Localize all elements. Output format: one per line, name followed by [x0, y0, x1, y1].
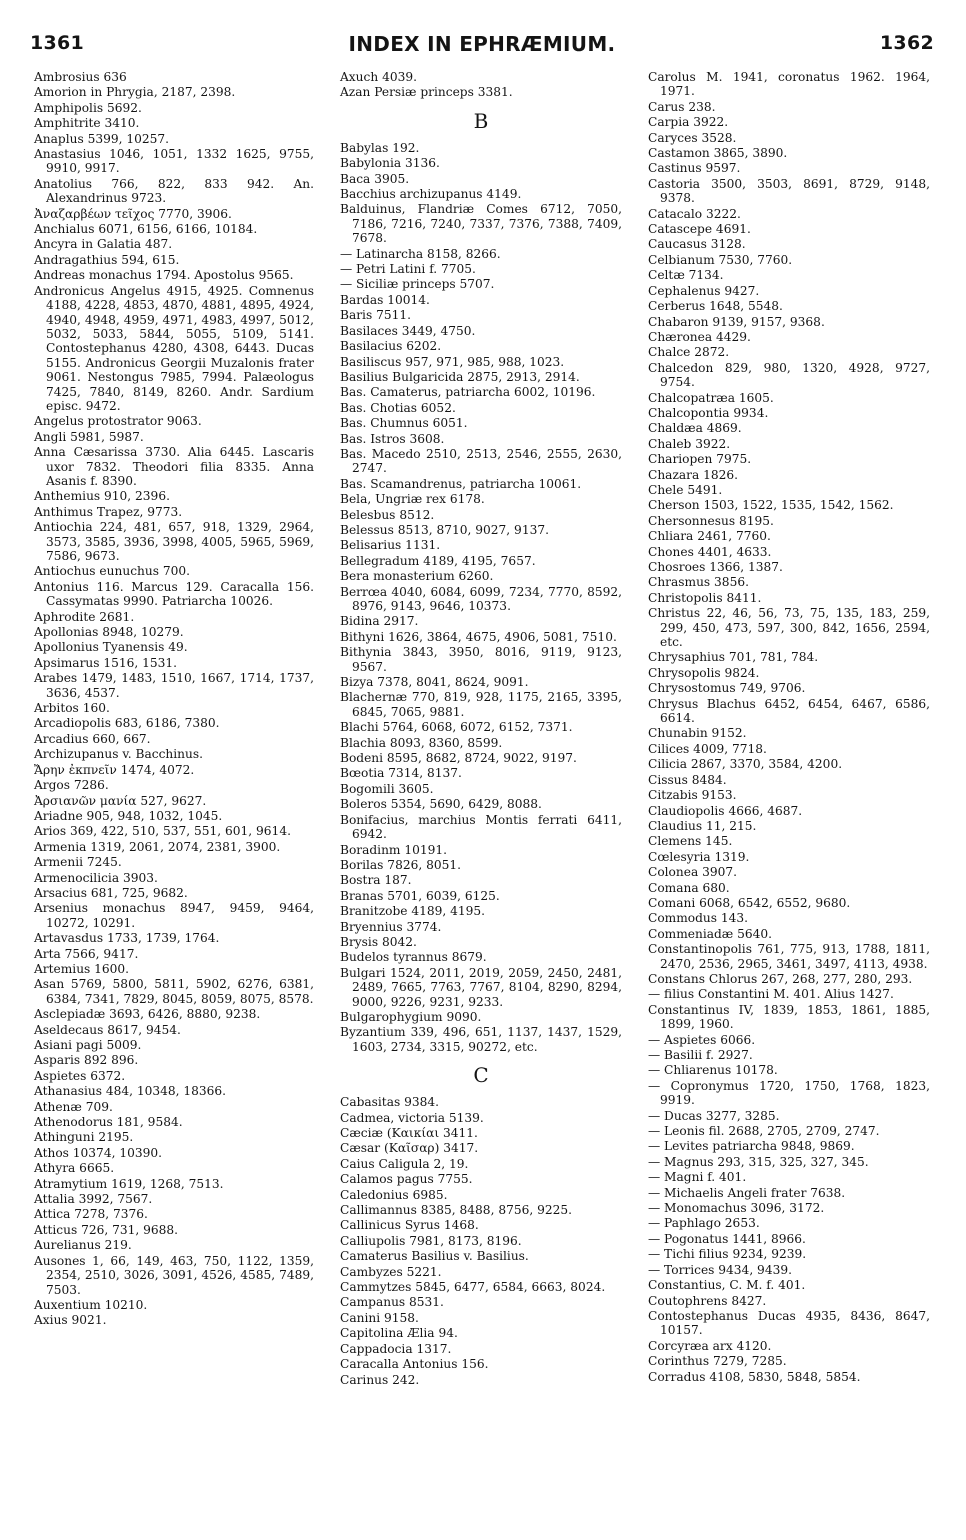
- index-entry: Corradus 4108, 5830, 5848, 5854.: [648, 1369, 861, 1384]
- index-entry: Babylonia 3136.: [340, 156, 440, 171]
- index-entry: Basilaces 3449, 4750.: [340, 323, 476, 338]
- index-entry: Caius Caligula 2, 19.: [340, 1156, 469, 1171]
- index-entry: — Pogonatus 1441, 8966.: [648, 1231, 806, 1246]
- index-entry: — Siciliæ princeps 5707.: [340, 277, 495, 292]
- index-entry: Chele 5491.: [648, 482, 723, 497]
- entries-col1: [34, 70, 314, 1328]
- index-entry: Cilices 4009, 7718.: [648, 741, 767, 756]
- index-entry: Attalia 3992, 7567.: [34, 1192, 153, 1207]
- index-column-3: [648, 70, 930, 1385]
- entries-col2c: [340, 1095, 622, 1387]
- index-entry: — Basilii f. 2927.: [648, 1048, 753, 1062]
- index-entry: — Magni f. 401.: [648, 1170, 747, 1185]
- index-entry: Catascepe 4691.: [648, 222, 751, 237]
- index-entry: Campanus 8531.: [340, 1295, 444, 1310]
- index-entry: Angli 5981, 5987.: [34, 429, 144, 444]
- index-entry: Anchialus 6071, 6156, 6166, 10184.: [34, 222, 258, 237]
- index-entry: Blachia 8093, 8360, 8599.: [340, 735, 503, 750]
- index-entry: Axius 9021.: [34, 1313, 107, 1328]
- page-title: INDEX IN EPHRÆMIUM.: [348, 32, 616, 56]
- index-entry: Bryennius 3774.: [340, 919, 442, 934]
- index-entry: Bithyni 1626, 3864, 4675, 4906, 5081, 7510.: [340, 629, 617, 644]
- index-entry: Chalce 2872.: [648, 345, 730, 360]
- index-entry: Celbianum 7530, 7760.: [648, 252, 793, 267]
- index-entry: Chalcopatræa 1605.: [648, 390, 774, 405]
- index-entry: Castoria 3500, 3503, 8691, 8729, 9148, 9378.: [648, 176, 930, 206]
- index-entry: Cæsar (Καῖσαρ) 3417.: [340, 1141, 479, 1156]
- index-entry: Antiochia 224, 481, 657, 918, 1329, 2964, 3573, 3585, 3936, 3998, 4005, 5965, 5969, 7586, 9673.: [34, 520, 314, 563]
- index-entry: Athyra 6665.: [34, 1161, 115, 1176]
- index-entry: Ancyra in Galatia 487.: [34, 237, 173, 252]
- index-entry: Atramytium 1619, 1268, 7513.: [34, 1176, 224, 1191]
- index-entry: Attica 7278, 7376.: [34, 1207, 148, 1222]
- index-entry: Athos 10374, 10390.: [34, 1145, 162, 1160]
- index-entry: Arcadius 660, 667.: [34, 731, 151, 746]
- index-entry: Archizupanus v. Bacchinus.: [34, 747, 203, 762]
- index-entry: Cappadocia 1317.: [340, 1341, 452, 1356]
- index-entry: Armenocilicia 3903.: [34, 870, 158, 885]
- index-entry: Chliara 2461, 7760.: [648, 529, 771, 544]
- index-entry: Apollonius Tyanensis 49.: [34, 640, 188, 655]
- index-entry: Amphitrite 3410.: [34, 116, 140, 131]
- index-entry: Bardas 10014.: [340, 292, 430, 307]
- index-entry: Commodus 143.: [648, 911, 749, 926]
- index-entry: Apsimarus 1516, 1531.: [34, 655, 178, 670]
- index-entry: Auxentium 10210.: [34, 1297, 148, 1312]
- index-entry: Boradinm 10191.: [340, 842, 448, 857]
- index-entry: — Aspietes 6066.: [648, 1032, 756, 1047]
- index-entry: Chaldæa 4869.: [648, 421, 742, 436]
- index-entry: Cœlesyria 1319.: [648, 849, 750, 864]
- index-entry: Ariadne 905, 948, 1032, 1045.: [34, 808, 223, 823]
- index-entry: Chabaron 9139, 9157, 9368.: [648, 314, 825, 329]
- index-column-2: [340, 70, 622, 1388]
- index-entry: Arabes 1479, 1483, 1510, 1667, 1714, 1737, 3636, 4537.: [34, 671, 314, 700]
- index-entry: Chrysostomus 749, 9706.: [648, 681, 806, 696]
- index-entry: Calliupolis 7981, 8173, 8196.: [340, 1233, 522, 1248]
- index-entry: Carpia 3922.: [648, 115, 729, 130]
- index-entry: Athenæ 709.: [34, 1099, 113, 1114]
- index-entry: Bonifacius, marchius Montis ferrati 6411, 6942.: [340, 812, 622, 842]
- index-entry: Axuch 4039.: [340, 70, 417, 84]
- index-entry: Bithynia 3843, 3950, 8016, 9119, 9123, 9567.: [340, 645, 622, 674]
- index-entry: Ἀρσιανῶν μανία 527, 9627.: [34, 793, 207, 808]
- index-entry: Athanasius 484, 10348, 18366.: [34, 1084, 227, 1099]
- index-entry: Asan 5769, 5800, 5811, 5902, 6276, 6381, 6384, 7341, 7829, 8045, 8059, 8075, 8578.: [34, 977, 314, 1006]
- index-entry: Cherson 1503, 1522, 1535, 1542, 1562.: [648, 498, 894, 513]
- index-entry: Bostra 187.: [340, 873, 412, 888]
- index-entry: Bas. Macedo 2510, 2513, 2546, 2555, 2630, 2747.: [340, 446, 622, 476]
- index-entry: Baris 7511.: [340, 308, 411, 323]
- index-entry: Caryces 3528.: [648, 130, 737, 145]
- index-entry: Bacchius archizupanus 4149.: [340, 187, 522, 202]
- index-entry: Claudiopolis 4666, 4687.: [648, 803, 803, 818]
- index-entry: Armenii 7245.: [34, 855, 122, 870]
- index-entry: Apollonias 8948, 10279.: [34, 625, 184, 640]
- index-entry: Brysis 8042.: [340, 934, 417, 949]
- page-header: [30, 32, 934, 60]
- index-entry: Aspietes 6372.: [34, 1068, 126, 1083]
- index-entry: Contostephanus Ducas 4935, 8436, 8647, 10157.: [648, 1308, 930, 1338]
- index-entry: Bas. Scamandrenus, patriarcha 10061.: [340, 476, 582, 491]
- index-entry: Anthemius 910, 2396.: [34, 489, 170, 504]
- index-entry: Bas. Chotias 6052.: [340, 400, 456, 415]
- index-entry: Blachi 5764, 6068, 6072, 6152, 7371.: [340, 720, 573, 735]
- index-entry: Bidina 2917.: [340, 614, 419, 629]
- index-entry: Asclepiadæ 3693, 6426, 8880, 9238.: [34, 1007, 261, 1022]
- index-entry: Amorion in Phrygia, 2187, 2398.: [34, 85, 236, 100]
- index-entry: Castinus 9597.: [648, 161, 741, 176]
- index-entry: Atticus 726, 731, 9688.: [34, 1222, 178, 1237]
- index-entry: Comana 680.: [648, 880, 730, 895]
- index-entry: Chalcedon 829, 980, 1320, 4928, 9727, 9754.: [648, 360, 930, 390]
- index-entry: Aphrodite 2681.: [34, 609, 135, 624]
- index-entry: Castamon 3865, 3890.: [648, 146, 788, 161]
- index-entry: Athinguni 2195.: [34, 1130, 134, 1145]
- index-entry: Asiani pagi 5009.: [34, 1038, 142, 1052]
- index-entry: Ἄρην ἐκπνεῖν 1474, 4072.: [34, 762, 195, 777]
- index-entry: Callimannus 8385, 8488, 8756, 9225.: [340, 1203, 572, 1218]
- index-entry: — Michaelis Angeli frater 7638.: [648, 1185, 846, 1200]
- index-entry: Asparis 892 896.: [34, 1053, 139, 1068]
- index-entry: Branas 5701, 6039, 6125.: [340, 888, 500, 903]
- index-entry: Athenodorus 181, 9584.: [34, 1115, 183, 1130]
- index-entry: Ἀναζαρβέων τεῖχος 7770, 3906.: [34, 206, 232, 221]
- index-entry: Chrysopolis 9824.: [648, 665, 760, 680]
- index-entry: Belessus 8513, 8710, 9027, 9137.: [340, 522, 549, 537]
- index-entry: Constantius, C. M. f. 401.: [648, 1278, 806, 1293]
- index-entry: Corinthus 7279, 7285.: [648, 1354, 787, 1369]
- index-entry: Christopolis 8411.: [648, 590, 762, 605]
- index-entry: Bas. Camaterus, patriarcha 6002, 10196.: [340, 385, 596, 400]
- index-entry: Ausones 1, 66, 149, 463, 750, 1122, 1359, 2354, 2510, 3026, 3091, 4526, 4585, 7489, 7503.: [34, 1253, 314, 1297]
- index-entry: Anaplus 5399, 10257.: [34, 131, 170, 146]
- index-entry: — Magnus 293, 315, 325, 327, 345.: [648, 1154, 869, 1169]
- index-entry: Cæciæ (Καικίαι 3411.: [340, 1126, 478, 1140]
- index-entry: Belisarius 1131.: [340, 538, 441, 553]
- index-entry: — Copronymus 1720, 1750, 1768, 1823, 9919.: [648, 1078, 930, 1108]
- index-entry: Arbitos 160.: [34, 701, 110, 716]
- index-entry: Anna Cæsarissa 3730. Alia 6445. Lascaris uxor 7832. Theodori filia 8335. Anna Asanis f. 8390.: [34, 445, 314, 488]
- index-entry: Ambrosius 636: [34, 70, 127, 84]
- index-entry: Commeniadæ 5640.: [648, 926, 773, 941]
- index-entry: Bogomili 3605.: [340, 781, 434, 796]
- index-entry: — Paphlago 2653.: [648, 1216, 760, 1231]
- index-entry: Caledonius 6985.: [340, 1187, 448, 1202]
- index-entry: Calamos pagus 7755.: [340, 1172, 473, 1187]
- section-letter-b: B: [473, 108, 489, 133]
- index-entry: — Tichi filius 9234, 9239.: [648, 1247, 807, 1262]
- index-entry: Constans Chlorus 267, 268, 277, 280, 293.: [648, 971, 913, 986]
- index-entry: Argos 7286.: [34, 778, 109, 793]
- index-entry: Cadmea, victoria 5139.: [340, 1110, 484, 1125]
- index-entry: Borilas 7826, 8051.: [340, 857, 461, 872]
- index-entry: Budelos tyrannus 8679.: [340, 950, 487, 965]
- index-entry: Bas. Istros 3608.: [340, 431, 445, 446]
- index-entry: Chæronea 4429.: [648, 329, 751, 344]
- index-entry: Bulgari 1524, 2011, 2019, 2059, 2450, 2481, 2489, 7665, 7763, 7767, 8104, 8290, 8294, 9000, 9226, 9231, 9233.: [340, 965, 622, 1009]
- index-entry: Blachernæ 770, 819, 928, 1175, 2165, 3395, 6845, 7065, 9881.: [340, 690, 622, 719]
- index-entry: Arsenius monachus 8947, 9459, 9464, 10272, 10291.: [34, 901, 314, 930]
- section-letter-c: C: [473, 1063, 489, 1088]
- index-column-1: [34, 70, 314, 1329]
- index-entry: Cammytzes 5845, 6477, 6584, 6663, 8024.: [340, 1280, 606, 1295]
- index-entry: Basilius Bulgaricida 2875, 2913, 2914.: [340, 369, 580, 384]
- index-entry: Cambyzes 5221.: [340, 1264, 442, 1279]
- index-entry: Babylas 192.: [340, 140, 420, 155]
- index-entry: Bulgarophygium 9090.: [340, 1009, 482, 1024]
- index-entry: — Ducas 3277, 3285.: [648, 1108, 780, 1123]
- index-entry: Boleros 5354, 5690, 6429, 8088.: [340, 797, 542, 812]
- index-entry: Chazara 1826.: [648, 467, 738, 482]
- index-entry: Anastasius 1046, 1051, 1332 1625, 9755, 9910, 9917.: [34, 147, 314, 176]
- index-entry: Branitzobe 4189, 4195.: [340, 904, 485, 919]
- index-entry: Amphipolis 5692.: [34, 100, 142, 115]
- index-entry: Cilicia 2867, 3370, 3584, 4200.: [648, 757, 843, 772]
- index-entry: Celtæ 7134.: [648, 268, 724, 283]
- left-page-number: 1361: [30, 32, 85, 54]
- index-entry: Carus 238.: [648, 99, 716, 114]
- index-entry: Armenia 1319, 2061, 2074, 2381, 3900.: [34, 839, 281, 854]
- index-entry: Corcyræa arx 4120.: [648, 1338, 772, 1353]
- index-entry: Anatolius 766, 822, 833 942. An. Alexandrinus 9723.: [34, 176, 314, 206]
- index-entry: Cephalenus 9427.: [648, 283, 760, 298]
- index-entry: Aseldecaus 8617, 9454.: [34, 1022, 181, 1037]
- index-entry: Basilacius 6202.: [340, 339, 442, 354]
- index-entry: Colonea 3907.: [648, 865, 737, 880]
- index-entry: Arta 7566, 9417.: [34, 946, 139, 961]
- index-entry: Cerberus 1648, 5548.: [648, 299, 783, 314]
- index-entry: — Leonis fil. 2688, 2705, 2709, 2747.: [648, 1124, 880, 1139]
- index-entry: Capitolina Ælia 94.: [340, 1326, 458, 1341]
- index-entry: Andreas monachus 1794. Apostolus 9565.: [34, 268, 294, 283]
- index-entry: — Chliarenus 10178.: [648, 1063, 778, 1078]
- index-entry: Citzabis 9153.: [648, 788, 737, 803]
- index-entry: Arcadiopolis 683, 6186, 7380.: [34, 716, 220, 731]
- index-entry: Chaleb 3922.: [648, 436, 731, 451]
- index-entry: Carolus M. 1941, coronatus 1962. 1964, 1971.: [648, 70, 930, 99]
- index-entry: Azan Persiæ princeps 3381.: [340, 85, 513, 100]
- index-entry: — Levites patriarcha 9848, 9869.: [648, 1139, 855, 1154]
- index-entry: Bœotia 7314, 8137.: [340, 766, 462, 781]
- index-entry: Basiliscus 957, 971, 985, 988, 1023.: [340, 354, 565, 369]
- index-entry: Chalcopontia 9934.: [648, 405, 769, 420]
- entries-col2a: [340, 70, 622, 100]
- index-entry: Chosroes 1366, 1387.: [648, 560, 783, 574]
- index-entry: Artavasdus 1733, 1739, 1764.: [34, 931, 220, 946]
- index-entry: Clemens 145.: [648, 834, 733, 849]
- index-entry: Caucasus 3128.: [648, 237, 746, 252]
- index-entry: Bela, Ungriæ rex 6178.: [340, 492, 485, 507]
- index-entry: Chrysus Blachus 6452, 6454, 6467, 6586, 6614.: [648, 696, 930, 726]
- index-entry: Cabasitas 9384.: [340, 1095, 439, 1110]
- index-entry: Byzantium 339, 496, 651, 1137, 1437, 1529, 1603, 2734, 3315, 90272, etc.: [340, 1025, 622, 1054]
- index-entry: Andragathius 594, 615.: [34, 252, 180, 267]
- index-entry: Baca 3905.: [340, 171, 410, 186]
- index-entry: Chariopen 7975.: [648, 452, 752, 467]
- index-entry: Chersonnesus 8195.: [648, 513, 774, 528]
- index-entry: Caracalla Antonius 156.: [340, 1357, 489, 1372]
- index-entry: Canini 9158.: [340, 1310, 419, 1325]
- index-entry: Carinus 242.: [340, 1372, 420, 1387]
- index-entry: Antonius 116. Marcus 129. Caracalla 156. Cassymatas 9990. Patriarcha 10026.: [34, 579, 314, 609]
- index-entry: Aurelianus 219.: [34, 1238, 132, 1253]
- index-entry: Coutophrens 8427.: [648, 1293, 767, 1308]
- index-entry: — filius Constantini M. 401. Alius 1427.: [648, 987, 894, 1002]
- index-entry: Chones 4401, 4633.: [648, 544, 772, 559]
- index-entry: Bera monasterium 6260.: [340, 569, 494, 584]
- index-entry: Chrasmus 3856.: [648, 575, 749, 590]
- index-entry: Antiochus eunuchus 700.: [34, 564, 190, 579]
- index-entry: Artemius 1600.: [34, 961, 130, 976]
- index-entry: Callinicus Syrus 1468.: [340, 1218, 479, 1233]
- index-entry: Camaterus Basilius v. Basilius.: [340, 1249, 529, 1264]
- index-entry: — Petri Latini f. 7705.: [340, 262, 476, 277]
- index-entry: — Monomachus 3096, 3172.: [648, 1201, 825, 1216]
- index-entry: Belesbus 8512.: [340, 507, 435, 522]
- entries-col3: [648, 70, 930, 1384]
- index-entry: Christus 22, 46, 56, 73, 75, 135, 183, 259, 299, 450, 473, 597, 300, 842, 1656, 2594, etc.: [648, 606, 930, 650]
- index-entry: Balduinus, Flandriæ Comes 6712, 7050, 7186, 7216, 7240, 7337, 7376, 7388, 7409, 7678.: [340, 202, 622, 246]
- index-entry: Bodeni 8595, 8682, 8724, 9022, 9197.: [340, 751, 577, 766]
- index-entry: Chunabin 9152.: [648, 726, 747, 741]
- index-entry: Bas. Chumnus 6051.: [340, 416, 468, 431]
- index-entry: Claudius 11, 215.: [648, 818, 757, 833]
- index-entry: Bellegradum 4189, 4195, 7657.: [340, 553, 536, 568]
- index-entry: Catacalo 3222.: [648, 206, 741, 221]
- index-entry: — Latinarcha 8158, 8266.: [340, 246, 501, 261]
- index-entry: Berrœa 4040, 6084, 6099, 7234, 7770, 8592, 8976, 9143, 9646, 10373.: [340, 584, 622, 613]
- index-entry: Andronicus Angelus 4915, 4925. Comnenus 4188, 4228, 4853, 4870, 4881, 4895, 4924, 4940, 4948, 4959, 4971, 4983, 4997, 5012, 5032, 5033, 5844, 5055, 5109, 5141. Contostephanus 4280, 4308, 6443. Ducas 5155. Andronicus Georgii Muzalonis frater 9061. Nestongus 7985, 7994. Palæologus 7425, 7840, 8149, 8260. Andr. Sardium episc. 9472.: [34, 283, 314, 413]
- index-entry: — Torrices 9434, 9439.: [648, 1262, 792, 1277]
- entries-col2b: [340, 141, 622, 1054]
- index-entry: Constantinopolis 761, 775, 913, 1788, 1811, 2470, 2536, 2965, 3461, 3497, 4113, 4938.: [648, 942, 930, 971]
- index-entry: Cissus 8484.: [648, 772, 727, 787]
- index-entry: Arios 369, 422, 510, 537, 551, 601, 9614.: [34, 824, 291, 839]
- index-entry: Arsacius 681, 725, 9682.: [34, 885, 188, 900]
- right-page-number: 1362: [879, 32, 934, 54]
- index-entry: Constantinus IV, 1839, 1853, 1861, 1885, 1899, 1960.: [648, 1002, 930, 1032]
- index-entry: Comani 6068, 6542, 6552, 9680.: [648, 895, 851, 910]
- index-entry: Angelus protostrator 9063.: [34, 414, 202, 429]
- index-entry: Anthimus Trapez, 9773.: [34, 504, 183, 519]
- index-entry: Chrysaphius 701, 781, 784.: [648, 650, 819, 665]
- index-entry: Bizya 7378, 8041, 8624, 9091.: [340, 675, 529, 690]
